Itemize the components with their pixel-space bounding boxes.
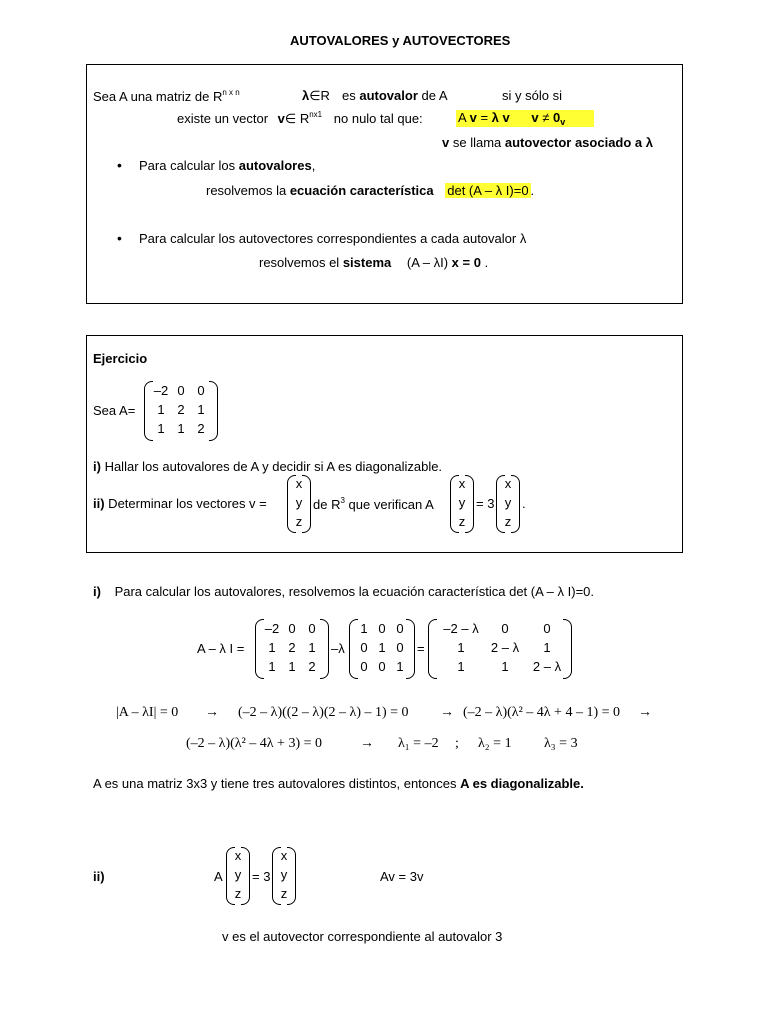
def-text: ∈ R (284, 111, 310, 126)
conclusion (93, 776, 584, 791)
exercise-sea: Sea A= (93, 403, 136, 418)
eq2-det: |A – λI| = 0 (116, 705, 179, 720)
item-text: Para calcular los autovalores, resolvemos la ecuación característica det (A – λ I)=0. (114, 584, 594, 599)
def-term: 0 (552, 110, 561, 125)
def-text: A (458, 110, 466, 125)
vector-xyz-lhs (450, 475, 474, 533)
item-label: i) (93, 459, 101, 474)
item-term: A es diagonalizable. (460, 776, 584, 791)
matrix-cell: 1 (157, 421, 165, 436)
eigen-equation-highlight (456, 110, 594, 127)
matrix-cell: 2 (177, 402, 185, 417)
matrix-cell: 0 (501, 621, 509, 636)
def-sub: v (560, 117, 566, 127)
item-text: v es el autovector correspondiente al autovalor 3 (222, 929, 503, 944)
vector-cell: y (458, 495, 466, 510)
item-label: i) (93, 584, 101, 599)
bullet-1 (139, 158, 315, 173)
separator: ; (455, 736, 459, 751)
vector-cell: z (295, 514, 303, 529)
matrix-cell: 2 – λ (490, 640, 520, 655)
def-term: autovalores (238, 158, 312, 173)
vector-cell: y (280, 867, 288, 882)
exercise-deR (313, 496, 434, 512)
item-text: = 3 (252, 869, 271, 884)
matrix-cell: 0 (396, 640, 404, 655)
matrix-cell: 1 (378, 640, 386, 655)
vector-cell: x (280, 848, 288, 863)
char-eq-highlight: det (A – λ I)=0 (447, 183, 529, 198)
exercise-item-i (93, 459, 442, 474)
bullet-1-line-2 (206, 183, 534, 198)
def-text: si y sólo si (502, 88, 562, 103)
eq1-equals: = (417, 641, 425, 656)
def-line-3 (442, 135, 653, 150)
def-term: v (442, 135, 450, 150)
def-term: v (531, 110, 539, 125)
vector-cell: x (458, 476, 466, 491)
matrix-cell: –2 – λ (443, 621, 479, 636)
eq1-lhs: A – λ I = (197, 641, 245, 656)
matrix-a (144, 381, 218, 441)
def-sup: nx1 (309, 110, 323, 119)
matrix-cell: 0 (543, 621, 551, 636)
def-text: de A (421, 88, 448, 103)
matrix-cell: 1 (288, 659, 296, 674)
def-text: . (480, 255, 489, 270)
matrix-cell: 0 (360, 640, 368, 655)
lambda-symbol: λ (645, 135, 654, 150)
def-text: ≠ (538, 110, 553, 125)
vector-cell: z (234, 886, 242, 901)
def-term: v (277, 111, 285, 126)
matrix-cell: 1 (457, 640, 465, 655)
def-text: resolvemos el (259, 255, 343, 270)
bullet-2: Para calcular los autovectores correspondientes a cada autovalor λ (139, 231, 527, 246)
arrow-icon: → (638, 705, 652, 720)
item-text: Av = 3v (380, 869, 424, 884)
vector-cell: x (234, 848, 242, 863)
eigenvalue-3: λ₃ = 3 (544, 736, 578, 751)
eq2-expand: (–2 – λ)((2 – λ)(2 – λ) – 1) = 0 (238, 705, 409, 720)
def-term: ecuación característica (289, 183, 434, 198)
def-text: . (530, 183, 535, 198)
def-text: = (476, 110, 492, 125)
item-text: . (522, 496, 526, 511)
solution-i (93, 584, 594, 599)
vector-xyz-ii-rhs (272, 847, 296, 905)
item-text: A (214, 869, 223, 884)
vector-cell: x (504, 476, 512, 491)
matrix-cell: 0 (197, 383, 205, 398)
vector-cell: x (295, 476, 303, 491)
matrix-cell: 1 (268, 659, 276, 674)
bullet-2-line-2 (259, 255, 488, 270)
item-text: A es una matriz 3x3 y tiene tres autovalores distintos, entonces (93, 776, 461, 791)
def-term: autovalor (359, 88, 418, 103)
def-sup: n x n (222, 88, 240, 97)
result-matrix (428, 619, 572, 679)
item-text: de R (313, 497, 341, 512)
matrix-cell: 0 (308, 621, 316, 636)
matrix-cell: 2 – λ (532, 659, 562, 674)
arrow-icon: → (360, 736, 374, 751)
page-title: AUTOVALORES y AUTOVECTORES (290, 33, 511, 48)
def-text: (A – λI) (406, 255, 449, 270)
def-text: Sea A una matriz de R (93, 89, 223, 104)
matrix-cell: 0 (360, 659, 368, 674)
def-line-1 (93, 88, 240, 104)
eigenvalue-2: λ₂ = 1 (478, 736, 512, 751)
matrix-cell: 1 (543, 640, 551, 655)
matrix-cell: 1 (157, 402, 165, 417)
def-term: sistema (342, 255, 392, 270)
matrix-cell: 1 (501, 659, 509, 674)
def-term: autovector asociado a (504, 135, 643, 150)
def-term: v (469, 110, 477, 125)
def-line-2 (177, 110, 423, 127)
vector-xyz-ii-lhs (226, 847, 250, 905)
item-label: ii) (93, 869, 105, 884)
vector-xyz (287, 475, 311, 533)
matrix-cell: 0 (396, 621, 404, 636)
bullet-icon: • (117, 157, 122, 173)
matrix-cell: 1 (457, 659, 465, 674)
arrow-icon: → (205, 705, 219, 720)
matrix-cell: 1 (308, 640, 316, 655)
def-text: ∈R (309, 88, 330, 103)
matrix-cell: 0 (288, 621, 296, 636)
exercise-box (86, 335, 683, 553)
def-es-autovalor (342, 88, 448, 103)
eigenvalue-1: λ₁ = –2 (398, 736, 439, 751)
def-text: existe un vector (177, 111, 269, 126)
arrow-icon: → (440, 705, 454, 720)
vector-cell: z (280, 886, 288, 901)
item-text: = 3 (476, 496, 495, 511)
vector-xyz-rhs (496, 475, 520, 533)
matrix-cell: 1 (177, 421, 185, 436)
matrix-cell: –2 (264, 621, 280, 636)
matrix-cell: 2 (197, 421, 205, 436)
matrix-cell: 2 (308, 659, 316, 674)
matrix-cell: 1 (197, 402, 205, 417)
eq1-minus-lambda: –λ (331, 641, 345, 656)
vector-cell: y (295, 495, 303, 510)
lambda-symbol: λ (302, 88, 310, 103)
eq3-factored: (–2 – λ)(λ² – 4λ + 3) = 0 (186, 736, 323, 751)
item-text: Determinar los vectores v = (104, 496, 267, 511)
vector-cell: z (504, 514, 512, 529)
exercise-heading: Ejercicio (93, 351, 148, 366)
def-term: x = 0 (451, 255, 481, 270)
vector-cell: z (458, 514, 466, 529)
matrix-cell: 0 (378, 659, 386, 674)
vector-cell: y (504, 495, 512, 510)
identity-matrix (349, 619, 415, 679)
def-text: resolvemos la (206, 183, 290, 198)
def-term: λ v (491, 110, 510, 125)
matrix-cell: 0 (177, 383, 185, 398)
def-text: Para calcular los (139, 158, 239, 173)
matrix-cell: 1 (360, 621, 368, 636)
item-text: que verifican A (348, 497, 434, 512)
def-text: no nulo tal que: (333, 111, 423, 126)
def-lambda-in-r (302, 88, 330, 104)
matrix-cell: 1 (396, 659, 404, 674)
def-text: es (342, 88, 356, 103)
vector-cell: y (234, 867, 242, 882)
exercise-item-ii (93, 496, 267, 511)
bullet-icon: • (117, 230, 122, 246)
matrix-cell: –2 (153, 383, 169, 398)
def-text: se llama (449, 135, 505, 150)
item-sup: 3 (340, 496, 345, 505)
matrix-cell: 1 (268, 640, 276, 655)
item-text: Hallar los autovalores de A y decidir si A es diagonalizable. (100, 459, 443, 474)
def-text: , (311, 158, 316, 173)
matrix-a-copy (255, 619, 329, 679)
eq2-simplify: (–2 – λ)(λ² – 4λ + 4 – 1) = 0 (463, 705, 621, 720)
item-label: ii) (93, 496, 105, 511)
matrix-cell: 0 (378, 621, 386, 636)
matrix-cell: 2 (288, 640, 296, 655)
